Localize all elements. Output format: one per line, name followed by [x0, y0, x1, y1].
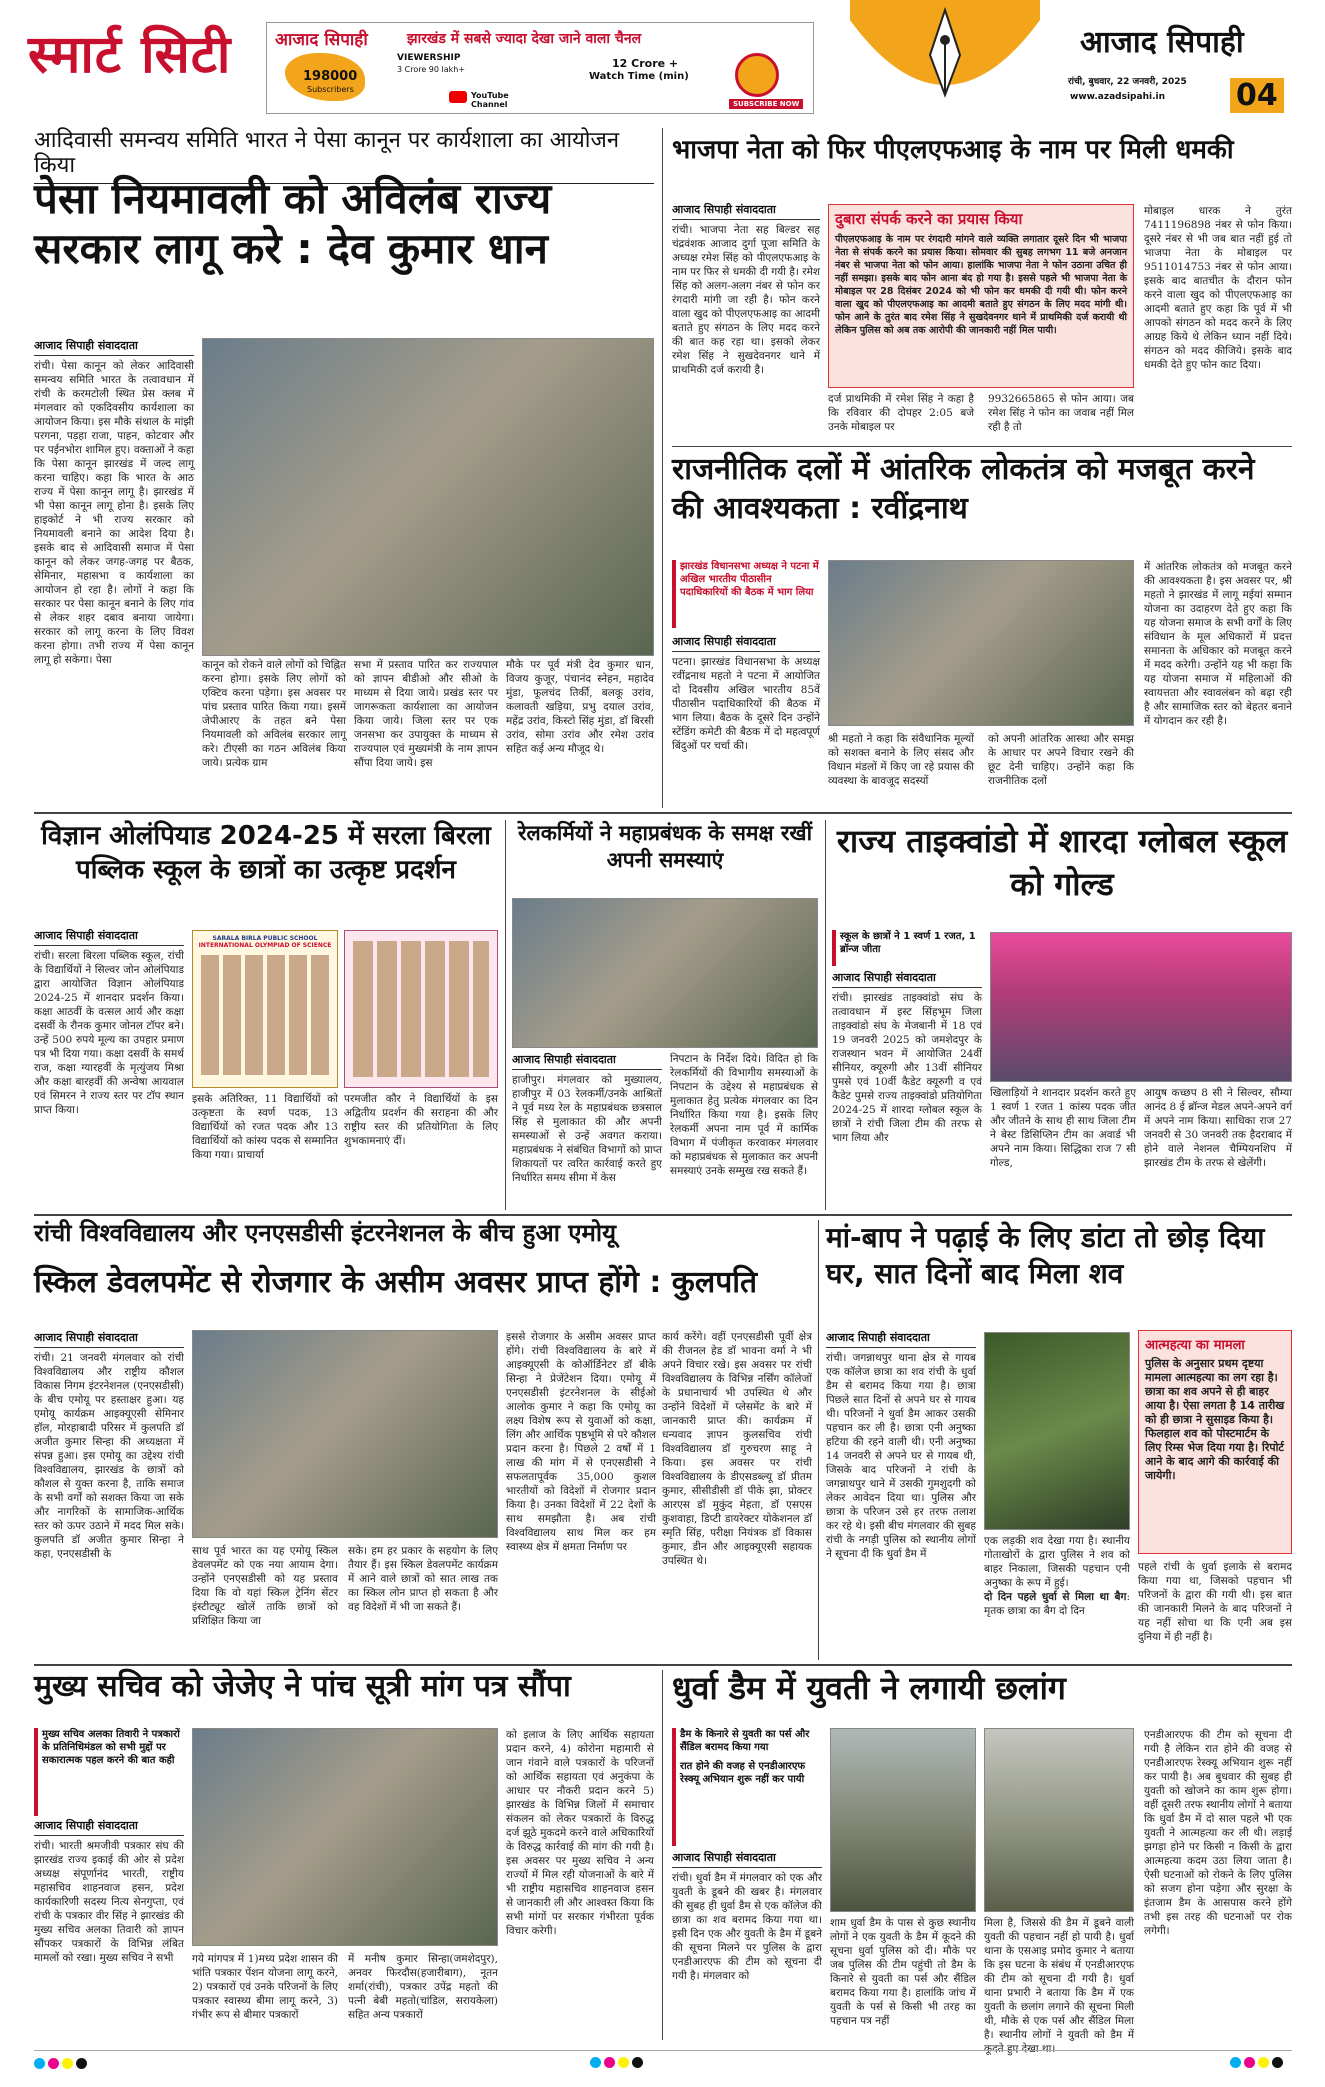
footer-registration-bar [1230, 2053, 1286, 2067]
ad-subscribe-button[interactable]: SUBSCRIBE NOW [729, 99, 803, 109]
column-divider [662, 128, 663, 808]
magenta-dot-icon [1244, 2057, 1255, 2068]
article-headline: धुर्वा डैम में युवती ने लगायी छलांग [672, 1669, 1066, 1707]
byline: आजाद सिपाही संवाददाता [832, 970, 982, 988]
ad-subscribers: 198000 [303, 69, 358, 84]
dateline: रांची, बुधवार, 22 जनवरी, 2025 [1068, 77, 1187, 87]
byline: आजाद सिपाही संवाददाता [34, 1818, 184, 1836]
article-body [34, 338, 194, 805]
body-column: एनडीआरएफ की टीम को सूचना दी गयी है लेकिन रात होने की वजह से एनडीआरएफ रेस्क्यू अभियान शुरू नहीं कर पायी है। अब बुधवार की सुबह ही युवती को खोजने का काम शुरू होगा। वहीं दूसरी तरफ स्थानीय लोगों ने बताया कि धुर्वा डैम में दो साल पहले भी एक युवती ने आत्महत्या कर ली थी। लड़ाई झगड़ा होने पर किसी न किसी के द्वारा आत्महत्या कदम उठा लिया जाता है। ऐसी घटनाओं को रोकने के लिए पुलिस को सजग होना पड़ेगा और सुरक्षा के इंतजाम डैम के आसपास करने होंगे तभी इस तरह की घटनाओं पर रोक लगेगी। [1144, 1729, 1292, 1937]
yellow-dot-icon [1258, 2057, 1269, 2068]
callout-text: स्कूल के छात्रों ने 1 स्वर्ण 1 रजत, 1 ब्रॉन्ज जीता [840, 931, 976, 955]
ad-brand: आजाद सिपाही [275, 30, 368, 50]
subhead-bold: दो दिन पहले धुर्वा से मिला था बैग [984, 1591, 1127, 1603]
article-kicker: आदिवासी समन्वय समिति भारत ने पेसा कानून पर कार्यशाला का आयोजन किया [34, 128, 654, 184]
byline: आजाद सिपाही संवाददाता [34, 338, 194, 356]
article-body [832, 970, 982, 1211]
magenta-dot-icon [604, 2057, 615, 2068]
column-divider [505, 820, 506, 1210]
body-column: इसके अतिरिक्त, 11 विद्यार्थियों को उत्कृष्टता के स्वर्ण पदक, 13 विद्यार्थियों को रजत पदक और 13 विद्यार्थियों को कांस्य पदक से सम्मानित किया गया। प्राचार्या [192, 1093, 338, 1161]
ad-watch-time: 12 Crore + [612, 57, 679, 70]
byline: आजाद सिपाही संवाददाता [672, 202, 820, 220]
body-column: सके। हम हर प्रकार के सहयोग के लिए तैयार हैं। इस स्किल डेवलपमेंट कार्यक्रम में आने वाले छात्रों को सात लाख तक का स्किल लोन प्राप्त हो सकता है और वह विदेशों में भी जा सकते हैं। [348, 1545, 498, 1613]
body-column: खिलाड़ियों ने शानदार प्रदर्शन करते हुए 1 स्वर्ण 1 रजत 1 कांस्य पदक जीत और जीतने के साथ ही साथ जिला टीम ने बेस्ट डिसिप्लिन टीम का अवार्ड भी अपने नाम किया। सिद्धिका राज 7 सी गोल्ड, [990, 1087, 1136, 1169]
section-divider [34, 1214, 1292, 1216]
body-column: 9932665865 से फोन आया। जब रमेश सिंह ने फोन का जवाब नहीं मिल रही है तो [988, 393, 1134, 433]
callout-text: डैम के किनारे से युवती का पर्स और सैंडिल बरामद किया गया [680, 1729, 810, 1753]
body-column: इससे रोजगार के असीम अवसर प्राप्त होंगे। रांची विश्वविद्यालय के बारे में आइक्यूएसी के कोऑर्डिनेटर डॉ बीके सिन्हा ने प्रेजेंटेशन दिया। एमोयू में एनएसडीसी इंटरनेशनल के सीईओ आलोक कुमार ने कहा कि एमोयू का लक्ष्य विशेष रूप से युवाओं को कक्षा, लिंग और आर्थिक पृष्ठभूमि से परे कौशल प्रदान करना है। पिछले 2 वर्षों में 1 लाख की मांग में से एनएसडीसी ने सफलतापूर्वक 35,000 कुशल भारतीयों को विदेशों में रोजगार प्रदान किया है। उनका विदेशों में 22 देशों के साथ समझौता है। अब रांची विश्वविद्यालय साथ मिल कर हम स्वास्थ्य क्षेत्र में क्षमता निर्माण पर [506, 1331, 656, 1553]
youtube-ad[interactable] [266, 22, 814, 114]
body-column: मौके पर पूर्व मंत्री देव कुमार धान, विजय कुजूर, पंचानंद स्नेहन, महादेव मुंडा, फूलचंद तिर्की, बलकू उरांव, कलावती खड़िया, प्रभु दयाल उरांव, महेंद्र उरांव, किस्टो सिंह मुंडा, डॉ बिरसी उरांव, सोमा उरांव और रमेश उरांव सहित कई अन्य मौजूद थे। [506, 659, 654, 755]
body-column: पटना। झारखंड विधानसभा के अध्यक्ष रवींद्रनाथ महतो ने पटना में आयोजित दो दिवसीय अखिल भारतीय 85वें पीठासीन पदाधिकारियों की बैठक में भाग लिया। बैठक के दूसरे दिन उन्होंने स्टेंडिंग कमेटी की बैठक में दो महत्वपूर्ण बिंदुओं पर चर्चा की। [672, 656, 820, 752]
yellow-dot-icon [618, 2057, 629, 2068]
black-dot-icon [632, 2057, 643, 2068]
article-bjp-threat [672, 128, 1292, 444]
article-headline: विज्ञान ओलंपियाड 2024-25 में सरला बिरला पब्लिक स्कूल के छात्रों का उत्कृष्ट प्रदर्शन [41, 821, 491, 885]
body-column: में मनीष कुमार सिन्हा(जमशेदपुर), अनवर फिरदौस(हजारीबाग), नूतन शर्मा(रांची), पत्रकार उपेंद्र महतो की पत्नी बेबी महतो(चांडिल, सरायकेला) सहित अन्य पत्रकारों [348, 1953, 498, 2021]
dam-vehicle-photo [984, 1728, 1134, 1912]
body-column: रांची। पेसा कानून को लेकर आदिवासी समन्वय समिति भारत के तत्वावधान में रांची के करमटोली स्थित प्रेस क्लब में मंगलवार को एकदिवसीय कार्यशाला का आयोजन किया। इस मौके संथाल के मांझी परगना, पड़हा राजा, पाहन, कोटवार और पर पईनभोरा शामिल हुए। वक्ताओं ने कहा कि पेसा कानून झारखंड में जल्द लागू करना चाहिए। कहा कि भारत के आठ राज्य में पेसा कानून लागू है। झारखंड में भी पेसा कानून लागू होना है। इसके लिए हाइकोर्ट ने भी राज्य सरकार को नियमावली बनाने का आदेश दिया है। इसके बाद से आदिवासी समाज में पेसा कानून को लेकर जगह-जगह पर बैठक, सेमिनार, महासभा व कार्यशाला का आयोजन हो रहा है। लोगों ने कहा कि सरकार पर पेसा कानून बनाने के लिए गांव से लेकर शहर दबाव बनाया जायेगा। सरकार को लागू करना के लिए विवश करना होगा। तभी राज्य में पेसा कानून लागू हो सकेगा। पेसा [34, 360, 194, 666]
byline: आजाद सिपाही संवाददाता [672, 1850, 822, 1868]
article-body [34, 1818, 184, 2039]
yellow-dot-icon [62, 2058, 73, 2069]
article-body [34, 1330, 184, 1661]
highlight-box-title: दुबारा संपर्क करने का प्रयास किया [835, 210, 1023, 228]
callout-box [672, 1728, 822, 1846]
workshop-group-photo [202, 338, 654, 656]
body-column: रांची। सरला बिरला पब्लिक स्कूल, रांची के विद्यार्थियों ने सिल्वर जोन ओलंपियाड द्वारा आयोजित विज्ञान ओलंपियाड 2024-25 में शानदार प्रदर्शन किया। कक्षा आठवीं के वत्सल आर्य और कक्षा दसवीं के रौनक कुमार जोनल टॉपर बने। उन्हें 500 रुपये मूल्य का उपहार प्रमाण पत्र भी दिया गया। कक्षा दसवीं के समर्थ राज, कक्षा ग्यारहवीं के मृत्युंजय मिश्रा और कक्षा बारहवीं की अन्वेषा आयवाल एवं सिमरन ने राज्य स्तर पर टॉप स्थान प्राप्त किया। [34, 950, 184, 1116]
body-column: कानून को रोकने वाले लोगों को चिह्नित करना होगा। इसके लिए लोगों को एक्टिव करना पड़ेगा। इस अवसर पर पांच प्रस्ताव पारित किया गया। इसमें जेपीआरए के तहत बने पेसा नियमावली को अविलंब सरकार लागू करे। टीएसी का गठन अविलंब किया जाये। प्रत्येक ग्राम [202, 659, 346, 769]
ad-viewership: VIEWERSHIP [397, 53, 461, 63]
article-headline: पेसा नियमावली को अविलंब राज्य सरकार लागू करे : देव कुमार धान [34, 174, 552, 274]
paper-name: आजाद सिपाही [1080, 25, 1244, 60]
poster-school: SARALA BIRLA PUBLIC SCHOOL [212, 935, 318, 942]
ad-viewership-value: 3 Crore 90 lakh+ [397, 65, 466, 74]
body-column: आयुष कच्छप 8 सी ने सिल्वर, सौम्या आनंद 8 ई ब्रॉन्ज मेडल अपने-अपने वर्ग में अपने नाम किया। साधिका राज 27 जनवरी से 30 जनवरी तक हैदराबाद में होने वाले नेशनल चैम्पियनशिप में झारखंड टीम के तरफ से खेलेंगी। [1144, 1087, 1292, 1169]
youtube-icon [449, 91, 467, 103]
website-link[interactable]: www.azadsipahi.in [1070, 92, 1165, 102]
article-internal-democracy [672, 450, 1292, 808]
mou-signing-photo [192, 1330, 498, 1538]
body-column: रांची। भारती श्रमजीवी पत्रकार संघ की झारखंड राज्य इकाई की ओर से प्रदेश अध्यक्ष संपूर्णानंद भारती, राष्ट्रीय महासचिव शाहनवाज हसन, प्रदेश कार्यकारिणी सदस्य नित्य सेनगुप्ता, एवं रांची के पत्रकार वीर सिंह ने झारखंड की मुख्य सचिव अलका तिवारी को ज्ञापन सौंपकर पत्रकारों के विभिन्न लंबित मामलों को रखा। मुख्य सचिव ने सभी [34, 1840, 184, 1964]
poster-photo-grid [201, 955, 329, 1075]
highlight-box [828, 204, 1134, 388]
article-body [34, 928, 184, 1211]
callout-box [34, 1728, 184, 1816]
article-body [672, 202, 820, 445]
footer-registration-bar [34, 2050, 1292, 2066]
highlight-box-title: आत्महत्या का मामला [1145, 1338, 1245, 1353]
article-headline: मुख्य सचिव को जेजेए ने पांच सूत्री मांग पत्र सौंपा [34, 1669, 571, 1704]
article-dhurwa-dam-jump [672, 1669, 1292, 2055]
railway-meeting-photo [512, 898, 818, 1048]
callout-text: मुख्य सचिव अलका तिवारी ने पत्रकारों के प्रतिनिधिमंडल को सभी मुद्दों पर सकारात्मक पहल करने की बात कही [42, 1729, 180, 1766]
article-taekwondo-gold [832, 820, 1292, 1210]
body-column: रांची। धुर्वा डैम में मंगलवार को एक और युवती के डूबने की खबर है। मंगलवार की सुबह ही धुर्वा डैम से एक कॉलेज की छात्रा का शव बरामद किया गया था। इसी दिन एक और युवती के डैम में डूबने की सूचना मिलने पर पुलिस के द्वारा एनडीआरएफ की टीम को सूचना दी गयी है। मंगलवार को [672, 1872, 822, 1982]
article-headline: रेलकर्मियों ने महाप्रबंधक के समक्ष रखीं अपनी समस्याएं [517, 821, 813, 873]
body-column: रांची। जगन्नाथपुर थाना क्षेत्र से गायब एक कॉलेज छात्रा का शव रांची के धुर्वा डैम से बरामद किया गया है। छात्रा पिछले सात दिनों से अपने घर से गायब थी। परिजनों ने धुर्वा डैम आकर उसकी पहचान कर ली है। छात्रा एनी अनुष्का हटिया की रहने वाली थी। एनी अनुष्का 14 जनवरी से अपने घर से गायब थी, जिसके बाद परिजनों ने रांची के जगन्नाथपुर थाने में उसकी गुमशुदगी को लेकर आवेदन दिया था। पुलिस और छात्रा के परिजन उसे हर तरफ तलाश कर रहे थे। इसी बीच मंगलवार की सुबह रांची के नगड़ी पुलिस को स्थानीय लोगों ने सूचना दी कि धुर्वा डैम में [826, 1352, 976, 1560]
callout-text: रात होने की वजह से एनडीआरएफ रेस्क्यू अभियान शुरू नहीं कर पायी [680, 1761, 806, 1785]
byline: आजाद सिपाही संवाददाता [672, 634, 820, 652]
byline: आजाद सिपाही संवाददाता [512, 1052, 662, 1070]
article-headline: राजनीतिक दलों में आंतरिक लोकतंत्र को मजबूत करने की आवश्यकता : रवींद्रनाथ [672, 452, 1255, 526]
masthead [0, 0, 1325, 118]
award-badge-icon [735, 53, 779, 97]
body-column: रांची। झारखंड ताइक्वांडो संघ के तत्वावधान में इस्ट सिंहभूम जिला ताइक्वांडो संघ के मेजबानी में 18 एवं 19 जनवरी 2025 को जमशेदपुर के राजस्थान भवन में आयोजित 24वीं सीनियर, क्यूरुगी और 13वीं सीनियर पुमसे एवं 10वीं कैडेट क्यूरुगी व एवं कैडेट पुमसे राज्य ताइक्वांडो प्रतियोगिता 2024-25 में शारदा ग्लोबल स्कूल के छात्रों ने रांची जिला टीम की तरफ से भाग लिया और [832, 992, 982, 1144]
column-divider [818, 1220, 819, 1660]
body-column: मिला है, जिससे की डैम में डूबने वाली युवती की पहचान नहीं हो पायी है। धुर्वा थाना के एसआइ प्रमोद कुमार ने बताया कि इस घटना के संबंध में एनडीआरएफ की टीम को सूचना दी गयी है। धुर्वा थाना प्रभारी ने बताया कि डैम में एक युवती के छलांग लगाने की सूचना मिली थी, मौके से एक पर्स और सैंडिल मिला है। स्थानीय लोगों ने युवती को डैम में कूदते हुए देखा था। [984, 1917, 1134, 2055]
article-body [826, 1330, 976, 1661]
body-column: हाजीपुर। मंगलवार को मुख्यालय, हाजीपुर में 03 रेलकर्मी/उनके आश्रितों ने पूर्व मध्य रेल के महाप्रबंधक छत्रसाल सिंह से मुलाकात की और अपनी समस्याओं से उन्हें अवगत कराया। महाप्रबंधक ने संबंधित विभागों को प्राप्त शिकायतों पर त्वरित कार्रवाई करते हुए निर्धारित समय सीमा में केस [512, 1074, 662, 1184]
article-body [672, 1850, 822, 2039]
black-dot-icon [76, 2058, 87, 2069]
section-divider [34, 1664, 1292, 1666]
cyan-dot-icon [590, 2057, 601, 2068]
poster-title: INTERNATIONAL OLYMPIAD OF SCIENCE [198, 942, 332, 949]
byline: आजाद सिपाही संवाददाता [34, 928, 184, 946]
body-column: साथ पूर्व भारत का यह एमोयू स्किल डेवलपमेंट को एक नया आयाम देगा। उन्होंने एनएसडीसी को यह प्रस्ताव दिया कि वो यहां स्किल ट्रेनिंग सेंटर इंस्टीट्यूट खोलें ताकि छात्रों को प्रशिक्षित किया जा [192, 1545, 338, 1627]
body-column: एक लड़की शव देखा गया है। स्थानीय गोताखोरों के द्वारा पुलिस ने शव को बाहर निकाला, जिसकी पहचान एनी अनुष्का के रूप में हुई। [984, 1535, 1130, 1589]
section-divider [672, 446, 1292, 447]
ad-subscribers-label: Subscribers [307, 85, 354, 94]
dam-body-photo [984, 1332, 1130, 1530]
article-body [672, 634, 820, 805]
article-pesa-workshop [34, 128, 654, 808]
section-title: स्मार्ट सिटी [28, 25, 232, 85]
article-headline: मां-बाप ने पढ़ाई के लिए डांटा तो छोड़ दिया घर, सात दिनों बाद मिला शव [826, 1221, 1265, 1291]
ad-watch-time-label: Watch Time (min) [589, 71, 689, 82]
article-body [512, 1052, 662, 1211]
section-divider [34, 812, 1292, 814]
article-ru-nsdc-mou [34, 1220, 812, 1660]
body-column: को इलाज के लिए आर्थिक सहायता प्रदान करने, 4) कोरोना महामारी से जान गंवाने वाले पत्रकारों के परिजनों को आर्थिक सहायता एवं अनुकंपा के आधार पर नौकरी प्रदान करने 5) झारखंड के विभिन्न जिलों में समाचार संकलन को लेकर पत्रकारों के विरुद्ध दर्ज झूठे मुकदमे करने वाले अधिकारियों के विरुद्ध कार्रवाई की मांग की गयी है। इस अवसर पर मुख्य सचिव ने अन्य राज्यों में मिल रही योजनाओं के बारे में भी राष्ट्रीय महासचिव शाहनवाज हसन से जानकारी ली और आश्वस्त किया कि सभी मांगों पर सरकार गंभीरता पूर्वक विचार करेगी। [506, 1729, 654, 1937]
body-column: निपटान के निर्देश दिये। विदित हो कि रेलकर्मियों की विभागीय समस्याओं के निपटान के उद्देश्य से महाप्रबंधक से मुलाकात हेतु प्रत्येक मंगलवार का दिन निर्धारित किया गया है। इसके लिए रेलकर्मी अपना नाम पूर्व में कार्मिक विभाग में पंजीकृत करवाकर मंगलवार को महाप्रबंधक से मुलाकात कर अपनी समस्याएं उनके सम्मुख रख सकते हैं। [670, 1053, 818, 1177]
cyan-dot-icon [1230, 2057, 1241, 2068]
body-column: रांची। 21 जनवरी मंगलवार को रांची विश्वविद्यालय और राष्ट्रीय कौशल विकास निगम इंटरनेशनल (एनएसडीसी) के बीच एमोयू पर हस्ताक्षर हुआ। यह एमोयू कार्यक्रम आइक्यूएसी सेमिनार हॉल, मोरहाबादी परिसर में कुलपति डॉ अजीत कुमार सिन्हा की अध्यक्षता में संपन्न हुआ। इस एमोयू का उद्देश्य रांची विश्वविद्यालय, झारखंड के छात्रों को कौशल से युक्त करना है, ताकि समाज के सभी वर्गों को सशक्त किया जा सके और नागरिकों के सामाजिक-आर्थिक स्तर को ऊपर उठाने में मदद मिल सके। कुलपति डॉ अजीत कुमार सिन्हा ने कहा, एनएसडीसी के [34, 1352, 184, 1560]
article-kicker: रांची विश्वविद्यालय और एनएसडीसी इंटरनेशनल के बीच हुआ एमोयू [34, 1219, 617, 1247]
olympiad-poster [192, 930, 338, 1088]
body-column: परमजीत कौर ने विद्यार्थियों के इस अद्वितीय प्रदर्शन की सराहना की और राष्ट्रीय स्तर की प्रतियोगिता के लिए शुभकामनाएं दीं। [344, 1093, 498, 1147]
article-jja-memorandum [34, 1670, 654, 2040]
body-column: कार्य करेंगे। वहीं एनएसडीसी पूर्वी क्षेत्र की रीजनल हेड डॉ भावना वर्मा ने भी अपने विचार रखे। इस अवसर पर रांची विश्वविद्यालय के विभिन्न नर्सिंग कॉलेजों के प्रधानाचार्य भी उपस्थित थे और उन्होंने विदेशों में प्लेसमेंट के बारे में जानकारी प्राप्त की। कार्यक्रम में धन्यवाद ज्ञापन कुलसचिव रांची विश्वविद्यालय डॉ गुरुचरण साहू ने किया। इस अवसर पर रांची विश्वविद्यालय के डीएसडब्ल्यू डॉ प्रीतम कुमार, सीसीडीसी डॉ पीके झा, प्रोक्टर आरएस डॉ मुकुंद मेहता, डॉ एसएस कुशवाहा, डिप्टी डायरेक्टर योकेशनल डॉ स्मृति सिंह, परीक्षा नियंत्रक डॉ विकास कुमार, डीन और आइक्यूएसी सहायक उपस्थित थे। [662, 1331, 812, 1567]
callout-box [832, 930, 982, 966]
ad-channel: YouTube Channel [471, 91, 509, 109]
body-column: रांची। भाजपा नेता सह बिल्डर सह चंद्रवंशक आजाद दुर्गा पूजा समिति के अध्यक्ष रमेश सिंह को पीएलएफआइ के नाम पर फिर से धमकी दी गयी है। रमेश सिंह को अलग-अलग नंबर से फोन कर रंगदारी मांगी जा रही है। फोन करने वाला खुद को पीएलएफआइ का आदमी बताते हुए संगठन के लिए मदद करने की बात कह रहा था। इसको लेकर रमेश सिंह ने सुखदेवनगर थाने में प्राथमिकी दर्ज करायी है। [672, 224, 820, 376]
footer-registration-bar [590, 2053, 646, 2067]
poster-photo-grid [353, 941, 489, 1077]
highlight-box [1138, 1330, 1292, 1554]
black-dot-icon [1272, 2057, 1283, 2068]
page-number: 04 [1230, 78, 1284, 113]
body-column: शाम धुर्वा डैम के पास से कुछ स्थानीय लोगों ने एक युवती के डैम में कूदने की सूचना धुर्वा पुलिस को दी। मौके पर जब पुलिस की टीम पहुंची तो डैम के किनारे से युवती का पर्स और सैंडिल बरामद किया गया है। हालांकि जांच में युवती के पर्स से किसी भी तरह का पहचान पत्र नहीं [830, 1917, 976, 2027]
dam-search-photo [830, 1728, 976, 1912]
speaker-meeting-photo [828, 560, 1134, 726]
body-column: गये मांगपत्र में 1)मध्य प्रदेश शासन की भांति पत्रकार पेंशन योजना लागू करने, 2) पत्रकारों एवं उनके परिजनों के लिए पत्रकार स्वास्थ्य बीमा लागू करने, 3) गंभीर रूप से बीमार पत्रकारों [192, 1953, 338, 2021]
col-with-subhead [984, 1534, 1130, 1644]
column-divider [662, 1670, 663, 2040]
article-science-olympiad [34, 820, 498, 1210]
article-railway-grievances [512, 820, 818, 1210]
body-column: मोबाइल धारक ने तुरंत 7411196898 नंबर से फोन किया। दूसरे नंबर से भी जब बात नहीं हुई तो भाजपा नेता के मोबाइल पर 9511014753 नंबर से फोन आया। इसके बाद बातचीत के दौरान फोन करने वाला खुद को पीएलएफआइ का आदमी बताते हुए कहा कि पूर्व में भी आपको संगठन को मदद करने के लिए आग्रह किये थे लेकिन ध्यान नहीं दिये। संगठन को मदद कीजिये। इसके बाद धमकी देते हुए फोन काट दिया। [1144, 205, 1292, 371]
article-student-body-found [826, 1220, 1292, 1660]
body-column: सभा में प्रस्ताव पारित कर राज्यपाल को ज्ञापन बीडीओ और सीओ के माध्यम से दिया जाये। प्रखंड स्तर पर जागरूकता कार्यशाला का आयोजन किया जाये। जिला स्तर पर एक जनसभा कर उपायुक्त के माध्यम से राज्यपाल एवं मुख्यमंत्री के नाम ज्ञापन सौंपा दिया जाये। इस [354, 659, 498, 769]
body-column: को अपनी आंतरिक आस्था और समझ के आधार पर अपने विचार रखने की छूट देनी चाहिए। उन्होंने कहा कि राजनीतिक दलों [988, 733, 1134, 787]
cyan-dot-icon [34, 2058, 45, 2069]
body-column: में आंतरिक लोकतंत्र को मजबूत करने की आवश्यकता है। इस अवसर पर, श्री महतो ने झारखंड में लागू मईयां सम्मान योजना का उदाहरण देते हुए कहा कि यह योजना समाज के सभी वर्गों के लिए संविधान के मूल अधिकारों में प्रदत्त समानता के अधिकार को मजबूत करने में मदद करेगी। उन्होंने यह भी कहा कि यह योजना समाज में महिलाओं की स्वायत्तता और स्वावलंबन को बढ़ा रही है और सामाजिक स्तर को बेहतर बनाने में योगदान कर रही है। [1144, 561, 1292, 727]
byline: आजाद सिपाही संवाददाता [826, 1330, 976, 1348]
subhead-tail: : मृतक छात्रा का बैग दो दिन [984, 1591, 1130, 1617]
callout-text: झारखंड विधानसभा अध्यक्ष ने पटना में अखिल भारतीय पीठासीन पदाधिकारियों की बैठक में भाग लिया [680, 561, 819, 598]
body-column: पहले रांची के धुर्वा इलाके से बरामद किया गया था, जिसको पहचान भी परिजनों के द्वारा की गयी थी। इस बात की जानकारी मिलने के बाद परिजनों ने यह नहीं सोचा था कि एनी अब इस दुनिया में ही नहीं है। [1138, 1561, 1292, 1643]
highlight-box-text: पुलिस के अनुसार प्रथम दृष्टया मामला आत्महत्या का लग रहा है। छात्रा का शव अपने से ही बाहर आया है। ऐसा लगता है 14 तारीख को ही छात्रा ने सुसाइड किया है। फिलहाल शव को पोस्टमार्टम के लिए रिम्स भेज दिया गया है। रिपोर्ट आने के बाद आगे की कार्रवाई की जायेगी। [1145, 1357, 1285, 1482]
body-subhead [984, 1590, 1130, 1618]
column-divider [825, 820, 826, 1210]
article-headline: भाजपा नेता को फिर पीएलएफआइ के नाम पर मिली धमकी [672, 135, 1234, 165]
magenta-dot-icon [48, 2058, 59, 2069]
pen-nib-logo [850, 0, 1040, 118]
ad-tagline: झारखंड में सबसे ज्यादा देखा जाने वाला चैनल [407, 31, 642, 47]
memorandum-handover-photo [192, 1728, 498, 1946]
article-headline: स्किल डेवलपमेंट से रोजगार के असीम अवसर प्राप्त होंगे : कुलपति [34, 1265, 758, 1300]
highlight-box-text: पीएलएफआइ के नाम पर रंगदारी मांगने वाले व्यक्ति लगातार दूसरे दिन भी भाजपा नेता से संपर्क करने का प्रयास किया। सोमवार की सुबह लगभग 11 बजे अनजान नंबर से भाजपा नेता को फोन आया। हालांकि भाजपा नेता ने फोन उठाना उचित ही नहीं समझा। इसके बाद फोन आना बंद हो गया है। इससे पहले भी भाजपा नेता के मोबाइल पर 28 दिसंबर 2024 को भी फोन कर धमकी दी गयी थी। फोन करने वाला खुद को पीएलएफआइ का आदमी बताते हुए संगठन के लिए मदद मांगी थी। फोन आने के तुरंत बाद रमेश सिंह ने सुखदेवनगर थाने में प्राथमिकी दर्ज करायी थी लेकिन पुलिस को अब तक आरोपी की जानकारी नहीं मिल पायी। [835, 234, 1127, 336]
body-column: श्री महतो ने कहा कि संवैधानिक मूल्यों को सशक्त बनाने के लिए संसद और विधान मंडलों में किए जा रहे प्रयास की व्यवस्था के बावजूद सदस्यों [828, 733, 974, 787]
callout-box [672, 560, 820, 628]
taekwondo-winners-photo [990, 932, 1292, 1082]
byline: आजाद सिपाही संवाददाता [34, 1330, 184, 1348]
body-column: दर्ज प्राथमिकी में रमेश सिंह ने कहा है कि रविवार की दोपहर 2:05 बजे उनके मोबाइल पर [828, 393, 974, 433]
olympiad-poster [344, 930, 498, 1088]
article-headline: राज्य ताइक्वांडो में शारदा ग्लोबल स्कूल को गोल्ड [836, 822, 1288, 904]
